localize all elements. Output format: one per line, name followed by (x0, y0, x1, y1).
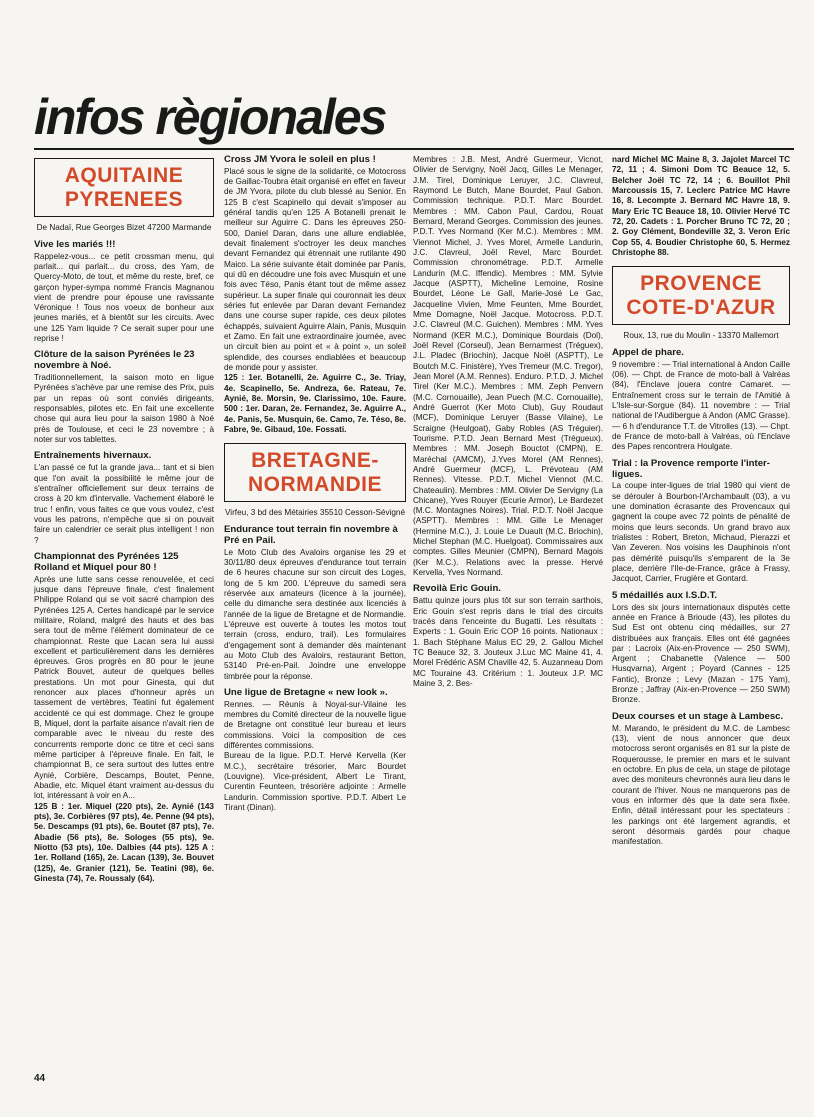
page-number: 44 (34, 1073, 46, 1084)
article-body: Le Moto Club des Avaloirs organise les 29 et 30/11/80 deux épreuves d'endurance tout terrain de 6 heures chacune sur son circuit des Loges, long de 5 km 200. L'épreuve du samedi sera réservée aux amateurs (licence à la journée), celle du dimanche sera destinée aux licenciés à l'année de la ligue de Bretagne et de Normandie. L'épreuve est ouverte à toutes les motos tout terrain (cross, enduro, trail). Les formulaires d'engagement sont à demander dès maintenant au Moto Club des Avaloirs, restaurant Betton, 53140 Pré-en-Pail. Joindre une enveloppe timbrée pour la réponse. (224, 547, 406, 681)
article-title: Vive les mariés !!! (34, 238, 116, 250)
region-address: Virfeu, 3 bd des Métairies 35510 Cesson-Sévigné (224, 508, 406, 518)
article-body: Rennes. — Réunis à Noyal-sur-Vilaine les membres du Comité directeur de la nouvelle ligue de Bretagne ont constitué leur bureau et leurs commissions. Voici la composition de ces différentes commissions. (224, 699, 406, 751)
results-text: nard Michel MC Maine 8, 3. Jajolet Marcel TC 72, 11 ; 4. Simoni Dom TC Beauce 12, 5. Belcher Joël TC 72, 14 ; 6. Bouillot Phil Marcoussis 15, 7. Leclerc Patrice MC Havre 16, 8. Lecompte J. Bernard MC Havre 18, 9. Mary Eric TC Beauce 18, 10. Olivier Hervé TC 72, 20. Cadets : 1. Porcher Bruno TC 72, 20 ; 2. Goy Clément, Bondeville 32, 3. Veron Eric Cop 55, 4. Boudier Christophe 60, 5. Hermez Christophe 88. (612, 155, 790, 257)
article-body: Bureau de la ligue. P.D.T. Hervé Kervella (Ker M.C.), secrétaire trésorier, Marc Bourdet (Louvigne). Vice-président, Albert Le Tirant, Curentin Feunteen, trésorière adjointe : Armelle Landurin. Commission sportive. P.D.T. Albert Le Tirant (Dinan). (224, 751, 406, 813)
column-3 (413, 155, 603, 1085)
region-address: Roux, 13, rue du Moulin - 13370 Mallemort (623, 331, 779, 341)
column-2 (224, 155, 406, 1070)
results-text: 125 : 1er. Botanelli, 2e. Aguirre C., 3e. Triay, 4e. Scapinello, 5e. Andreza, 6e. Rateau, 7e. Aynié, 8e. Morsin, 9e. Clarissimo, 10e. Faure. 500 : 1er. Daran, 2e. Fernandez, 3e. Aguirre A., 4e. Panis, 5e. Musquin, 6e. Camo, 7e. Téso, 8e. Fabre, 9e. Gibaud, 10e. Fossati. (224, 373, 406, 435)
article-body: L'an passé ce fut la grande java... tant et si bien que l'on avait la possibilité le même jour de s'entraîner officiellement sur deux terrains de cross à 20 km d'intervalle. Vachement élaboré le truc ! enfin, vous faites ce que vous voulez, c'est vous les patrons, n'empêche que si on pouvait faire un calendrier ce serait plus intelligent ! non ? (34, 463, 214, 545)
article-body: Traditionnellement, la saison moto en ligue Pyrénées s'achève par une remise des Prix, puis par un repas où sont conviés dirigeants, responsables, pilotes etc. En fait une excellente chose qui aura lieu pour la saison 1980 à Noé près de Toulouse, et ceci le 23 novembre ; à noter sur vos tablettes. (34, 373, 214, 445)
region-box-bretagne: BRETAGNE-NORMANDIE (224, 443, 406, 502)
article-title: Entraînements hivernaux. (34, 450, 152, 462)
article-body: M. Marando, le président du M.C. de Lambesc (13), vient de nous annoncer que deux motocross seront organisés en 81 sur la piste de Roquerousse, le premier en mars et le suivant en octobre. En plus de cela, un stage de pilotage avec des moniteurs chevronnés aura lieu dans le courant de l'hiver. Nous ne manquerons pas de vous en informer dès que la date sera fixée. Enfin, détail intéressant pour les spectateurs : les parkings ont été largement agrandis, et seront désormais gardés pour chaque manifestation. (612, 723, 790, 847)
article-title: 5 médaillés aux I.S.D.T. (612, 589, 718, 601)
article-title: Deux courses et un stage à Lambesc. (612, 710, 784, 722)
article-body: Lors des six jours internationaux disputés cette année en France à Brioude (43), les pilotes du Sud Est ont obtenu cinq médailles, sur 27 distribuées aux français. Elles ont été gagnées par : Lacroix (Aix-en-Provence — 250 SWM), Argent ; Chabanette (Valence — 500 Husqvarna), Argent ; Poyard (Cannes - 125 Fantic), Bronze ; Levy (Mazan - 175 Yam), Bronze ; Jaffray (Aix-en-Provence — 250 SWM) Bronze. (612, 602, 790, 705)
article-title: Clôture de la saison Pyrénées le 23 novembre à Noé. (34, 349, 195, 372)
article-body: 9 novembre : — Trial international à Andon Caille (06). — Chpt. de France de moto-ball à Valréas (84), l'Enclave jouera contre Camaret. — Entraînement cross sur le terrain de l'Amitié à L'Isle-sur-Sorgue (84). 11 novembre : — Trial national de l'Audibergue à Andon (AMC Grasse). — 6 h d'endurance T.T. de Vitrolles (13). — Chpt. de France de moto-ball à Valréas, où l'Enclave des Papes rencontrera Houlgate. (612, 359, 790, 452)
column-1 (34, 155, 214, 1070)
article-title: Endurance tout terrain fin novembre à Pré en Pail. (224, 524, 398, 546)
article-body: Membres : J.B. Mest, André Guermeur, Vicnot, Olivier de Servigny, Noël Jacq, Gilles Le Menager, J.M. Tirel, Dominique Leruyer, J.C. Clavreul, Raymond Le Butch, Mane Bourdet, Paul Gabon. Commission technique. P.D.T. Marc Bourdet. Membres : MM. Cabon Paul, Cardou, Rouat Bernard, Merand Georges. Commission des jeunes. P.D.T. Yves Normand (Ker M.C.). Membres : MM. Viennot Michel, J. Yves Morel, Armelle Landurin, J.C. Clavreul, Joël Revel, Marc Bourdet. Commission chronométrage. P.D.T. Armelle Landurin (M.C. Iffendic). Membres : MM. Sylvie Jacque (ASPTT), Micheline Lemoine, Rosine Bourdet, Léone Le Gall, Marie-José Le Gac, Jacqueline Vivien, Mme Feunten, Mme Bourdet, Mme Domagne, Noël Jacque. Motocross. P.D.T. J.C. Clavreul (M.C. Guichen). Membres : MM. Yves Normand (KER M.C.), Dominique Bourdais (Dol), Joël Revel (Corseul), Jean Bernarmest (Tréguex), J.L. Pladec (Briochin), Jacque Noël (ASPTT), Le Boutch M.C. Finistère), Yves Tremeur (M.C. Tregor), Jean Morel (A.M. Rennes). Enduro. P.T.D. J. Michel Tirel (Ker M.C.). Membres : MM. Zeph Penvern (M.C. Cornouaille), Jean Puech (M.C. Cornouaille), André Guerrot (Ker Moto Club), Guy Roudaut (MCF), Dominique Leruyer (Basse Vilaine), Le Scraigne (Heulgoat), Gaby Robles (AS Tréguier). Tourisme. P.T.D. Jean Bernard Mest (Trégueux). Membres : MM. Joseph Bouctot (CMPN), E. Maréchal (AMCM), J.Yves Morel (AM Rennes), André Guermeur (MCF), L. Prévoteau (AM Rennes). Vitesse. P.D.T. Michel Viennot (M.C. Chateaulin). Membres : MM. Olivier De Servigny (La Chicane), Yves Rouyer (Ecurie Armor), Le Bardezet (M.C. Montagnes Noires). Trial. P.D.T. Noël Jacque (ASPTT). Membres : MM. Gille Le Menager (Hermine M.C.), J. Louie Le Duault (M.C. Briochin), Michel Stephan (M.C. Huelgoat). Commissaires aux comptes. Gilles Meunier (CMPN), Bernard Magois (Ker M.C.). Relations avec la presse. Hervé Kervella, Yves Normand. (413, 155, 603, 578)
article-body: Après une lutte sans cesse renouvelée, et ceci jusque dans l'épreuve finale, c'est finalement Philippe Roland qui se voit sacré champion des Pyrénées 125 A. Certes handicapé par le service militaire, Roland, malgré des hauts et des bas sera tout de même l'élément dominateur de ce championnat. Reste que Lacan sera lui aussi excellent et particulièrement dans les dernières épreuves. Gros progrès en 80 pour le jeune Patrick Bouvet, auteur de quelques belles prestations. Un mot pour Ginesta, qui dut renoncer aux places d'honneur après un tassement de vertèbres, Teatini fut également accidenté ce qui est dommage. Chez le groupe B, Miquel, dont la parfaite aisance n'avait rien de comparable avec le niveau du reste des concurrents remporte donc ce titre et ceci sans même participer à l'épreuve finale. En fait, le championnat B, ce sera surtout des luttes entre Aynié, Corbière, Descamps, Boutet, Penne, Abadie, etc. Miquel étant vraiment au-dessus du lot, intéressant à voir en A... (34, 574, 214, 801)
region-box-aquitaine: AQUITAINE PYRENEES (34, 158, 214, 217)
region-box-provence: PROVENCE COTE-D'AZUR (612, 266, 790, 325)
article-title: Appel de phare. (612, 346, 684, 358)
article-title: Une ligue de Bretagne « new look ». (224, 686, 388, 698)
article-title: Revoilà Eric Gouin. (413, 583, 501, 595)
region-address: De Nadaï, Rue Georges Bizet 47200 Marmande (36, 223, 212, 233)
title-rule (34, 148, 794, 150)
article-body: Placé sous le signe de la solidarité, ce Motocross de Gaillac-Toubra était organisé en effet en faveur de JM Yvora, pilote du club blessé au Senior. En 125 B c'est Scapinello qui devait s'imposer au général tandis qu'en 125 A Botanelli prenait le meilleur sur Aguirre C. Dans les épreuves 250-500, Daniel Daran, dans une allure endiablée, devait finalement s'octroyer les deux manches devant Fernandez qui étrennait une rutilante 490 Maico. La série suivante était dominée par Panis, qui dû en découdre une fois avec Musquin et une fois avec Téso, Panis étant tout de même assez supérieur. La super finale qui couronnait les deux séries fut enlevée par Daran devant Fernandez dans une course super rapide, ces deux pilotes échappés, suivaient Aguirre Alain, Panis, Musquin et Zamo. En fait une extraordinaire journée, avec un circuit bien au point et « à point », un soleil splendide, des courses endiablées et beaucoup de monde pour y assister. (224, 166, 406, 373)
article-title: Trial : la Provence remporte l'inter-ligues. (612, 457, 770, 480)
results-text: 125 B : 1er. Miquel (220 pts), 2e. Aynié (143 pts), 3e. Corbières (97 pts), 4e. Penne (94 pts), 5e. Descamps (91 pts), 6e. Boutet (87 pts), 7e. Abadie (56 pts), 8e. Sologes (55 pts), 9e. Niotto (53 pts), 10e. Dalbies (44 pts). 125 A : 1er. Rolland (165), 2e. Lacan (139), 3e. Bouvet (125), 4e. Granier (121), 5e. Teatini (98), 6e. Ginesta (74), 7e. Roussaly (64). (34, 801, 214, 884)
column-4 (612, 155, 790, 1085)
article-body: La coupe inter-ligues de trial 1980 qui vient de se dérouler à Bourbon-l'Archambault (03), a vu une domination écrasante des Provencaux qui gagnent la coupe avec 72 points de pénalité de moins que leurs seconds. Un grand bravo aux trialistes : Robert, Breton, Michaud, Pierazzi et Van Zeveren. Nos voisins les Dauphinois n'ont pas démérité puisqu'ils s'emparent de la 3e place, derrière l'Ile-de-France, grâce à Frassy, Jacquot, Carrier, Frugière et Gontard. (612, 481, 790, 584)
article-title: Championnat des Pyrénées 125 Rolland et Miquel pour 80 ! (34, 550, 179, 573)
article-title: Cross JM Yvora le soleil en plus ! (224, 155, 376, 165)
article-body: Battu quinze jours plus tôt sur son terrain sarthois, Eric Gouin s'est repris dans le trial des circuits tracés dans l'enceinte du Bugatti. Les résultats : Experts : 1. Gouin Eric COP 16 points. Nationaux : 1. Bach Stéphane Malus EC 29, 2. Gallou Michel TC Beauce 32, 3. Jouteux J.Luc MC Maine 41, 4. Morel Frédéric ASM Chaville 42, 5. Auzanneau Dom MC Touraine 43. Critérium : 1. Jouteux J.P. MC Maine 3, 2. Bes- (413, 596, 603, 688)
page-title: infos règionales (34, 89, 386, 145)
article-body: Rappelez-vous... ce petit crossman menu, qui parlait... qui parlait... du cross, des Yam, de Quercy-Moto, de tout, et même du reste, bref, ce garçon hyper-sympa nommé Francis Magnanou vient de prendre pour épouse une ravissante Véronique ! Tous nos voeux de bonheur aux jeunes mariés, et à bientôt sur les circuits. Avec une 125 Yam liquide ? Ce serait super pour une reprise ! (34, 251, 214, 344)
